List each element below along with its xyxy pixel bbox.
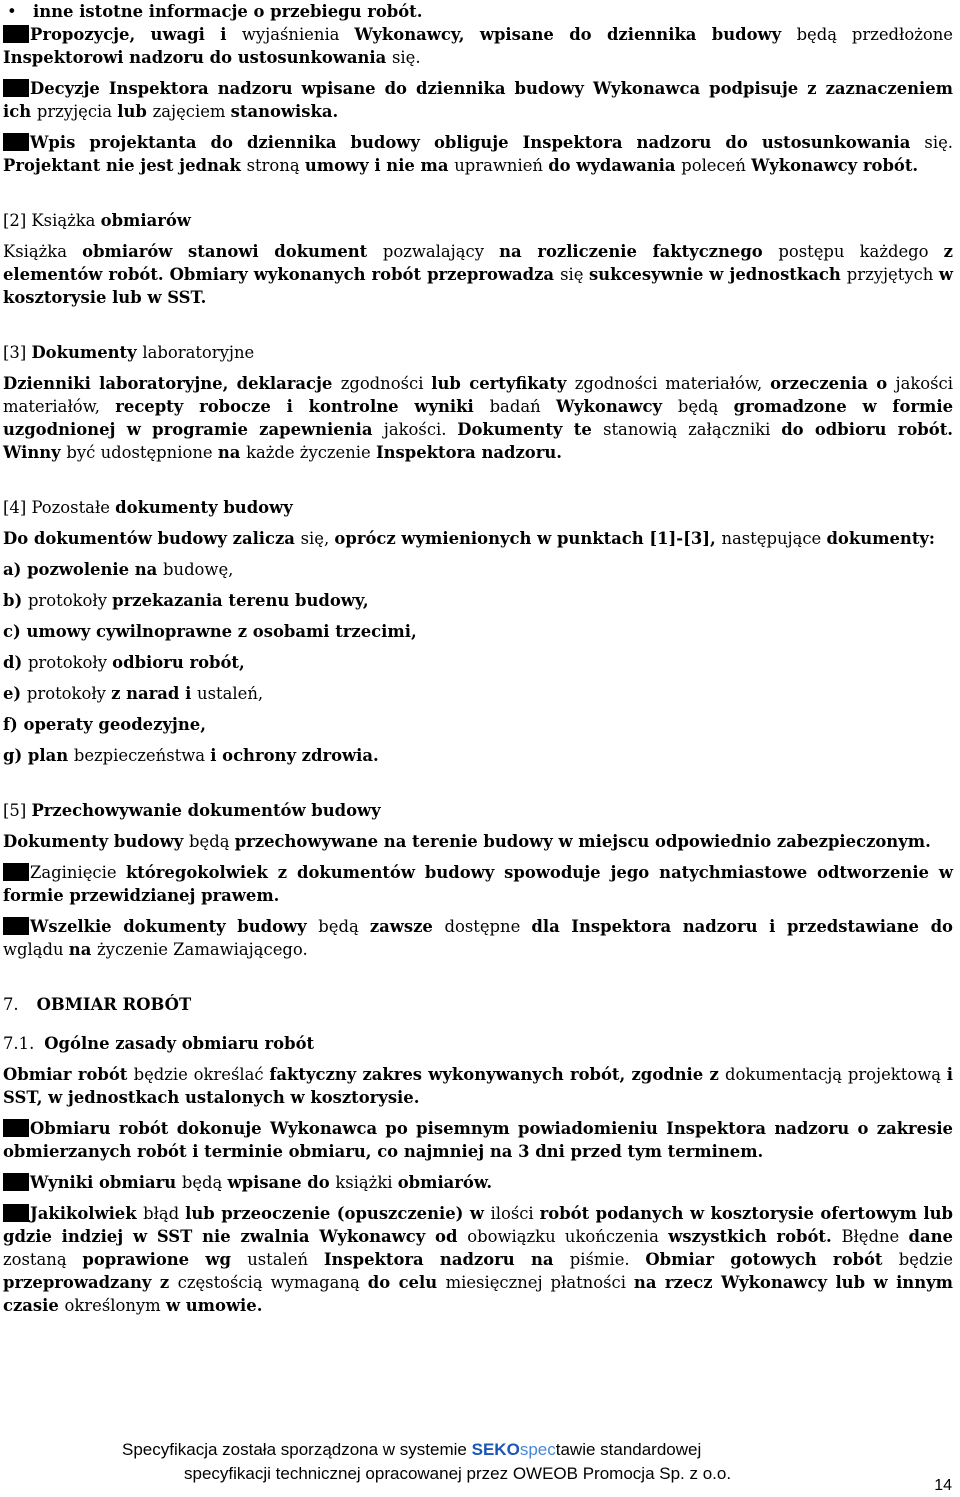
section-4-heading: [3, 496, 953, 519]
bullet-item: [3, 0, 953, 23]
text-run: przyjęcia: [36, 102, 118, 121]
square-bullet-icon: [3, 917, 29, 935]
intro-paragraph-1: [3, 23, 953, 69]
text-run: dokumenty:: [826, 529, 935, 548]
text-run: w umowie.: [165, 1296, 263, 1315]
text-run: Wszelkie dokumenty budowy: [30, 917, 319, 936]
text-run: będą: [189, 832, 235, 851]
text-run: miesięcznej płatności: [445, 1273, 634, 1292]
text-run: częstością wymaganą: [177, 1273, 368, 1292]
text-run: lub przeoczenie (opuszczenie) w: [185, 1204, 491, 1223]
text-run: Wykonawcy: [555, 397, 678, 416]
text-run: stroną: [246, 156, 305, 175]
text-run: przekazania terenu budowy,: [112, 591, 369, 610]
square-bullet-icon: [3, 133, 29, 151]
text-run: Obmiar gotowych robót: [645, 1250, 899, 1269]
spec-logo-text: spec: [519, 1440, 556, 1459]
text-run: następujące: [721, 529, 827, 548]
text-run: stanowiska.: [230, 102, 339, 121]
text-run: do wydawania: [548, 156, 682, 175]
text-run: życzenie Zamawiającego.: [97, 940, 308, 959]
text-run: być udostępnione: [66, 443, 218, 462]
text-run: każde życzenie: [246, 443, 376, 462]
text-run: się: [560, 265, 589, 284]
square-bullet-icon: [3, 863, 29, 881]
chapter-7-paragraph-2: [3, 1117, 953, 1163]
text-run: obmiarów stanowi dokument: [82, 242, 383, 261]
text-run: Błędne: [841, 1227, 909, 1246]
text-run: oprócz wymienionych w punktach [1]-[3],: [334, 529, 722, 548]
text-run: Inspektora nadzoru na: [323, 1250, 570, 1269]
text-run: zajęciem: [152, 102, 231, 121]
chapter-7-paragraph-1: [3, 1063, 953, 1109]
subsection-7-1-heading: [3, 1032, 953, 1055]
text-run: ustaleń: [247, 1250, 324, 1269]
text-run: orzeczenia o: [770, 374, 896, 393]
text-run: Książka: [3, 242, 83, 261]
text-run: będą: [677, 397, 734, 416]
section-5-paragraph-1: [3, 830, 953, 853]
text-run: i SST, w jednostkach ustalonych w kosztorysie.: [3, 1065, 953, 1107]
square-bullet-icon: [3, 79, 29, 97]
text-run: określonym: [64, 1296, 166, 1315]
text-run: wpisane do: [227, 1173, 336, 1192]
text-run: na rozliczenie faktycznego: [499, 242, 779, 261]
text-run: w kosztorysie lub w SST.: [3, 265, 953, 307]
text-run: f) operaty geodezyjne,: [3, 715, 206, 734]
text-run: będzie określać: [133, 1065, 270, 1084]
text-run: zostaną: [3, 1250, 83, 1269]
chapter-number: 7.: [3, 995, 19, 1014]
text-run: dla Inspektora nadzoru i przedstawiane do: [531, 917, 953, 936]
section-5-paragraph-3: [3, 915, 953, 961]
text-run: robót podanych w kosztorysie ofertowym lub gdzie indziej w SST nie zwalnia Wykonawcy od: [3, 1204, 953, 1246]
page-number: 14: [934, 1477, 952, 1494]
list-item: [3, 744, 953, 767]
text-run: Dokumenty: [31, 343, 143, 362]
text-run: Dokumenty budowy: [3, 832, 190, 851]
section-2-heading: [3, 209, 953, 232]
text-run: laboratoryjne: [142, 343, 255, 362]
subsection-number: 7.1.: [3, 1034, 35, 1053]
text-run: lub: [117, 102, 153, 121]
text-run: bezpieczeństwa: [73, 746, 211, 765]
section-5-heading: [3, 799, 953, 822]
text-run: zgodności: [340, 374, 432, 393]
text-run: do odbioru robót. Winny: [3, 420, 953, 462]
text-run: [5]: [3, 801, 32, 820]
text-run: dokumentacją projektową: [725, 1065, 947, 1084]
text-run: [2] Książka: [3, 211, 101, 230]
footer-line-1: [122, 1438, 701, 1462]
text-run: [3]: [3, 343, 32, 362]
text-run: protokoły: [27, 591, 113, 610]
text-run: gromadzone w formie uzgodnionej w programie zapewnienia: [3, 397, 954, 439]
text-run: g) plan: [3, 746, 74, 765]
text-run: ustaleń,: [197, 684, 264, 703]
text-run: przeprowadzany z: [3, 1273, 178, 1292]
text-run: stanowią załączniki: [603, 420, 782, 439]
section-4-paragraph: [3, 527, 953, 550]
text-run: Wpis projektanta do dziennika budowy obliguje Inspektora nadzoru do ustosunkowania: [30, 133, 925, 152]
text-run: Obmiaru robót dokonuje Wykonawca po pisemnym powiadomieniu Inspektora nadzoru o zakresie obmierzanych robót i terminie obmiaru, co najmniej na 3 dni przed tym terminem.: [3, 1119, 953, 1161]
intro-paragraph-2: [3, 77, 953, 123]
text-run: [4]: [3, 498, 32, 517]
text-run: Inspektora nadzoru.: [375, 443, 562, 462]
text-run: dokumenty budowy: [115, 498, 293, 517]
documents-list: [3, 558, 953, 767]
text-run: będą: [318, 917, 370, 936]
square-bullet-icon: [3, 25, 29, 43]
text-run: Jakikolwiek: [30, 1204, 144, 1223]
text-run: uprawnień: [454, 156, 549, 175]
list-item: [3, 651, 953, 674]
text-run: faktyczny zakres wykonywanych robót, zgodnie z: [269, 1065, 726, 1084]
text-run: z narad i: [111, 684, 198, 703]
square-bullet-icon: [3, 1204, 29, 1222]
text-run: pozwalający: [382, 242, 500, 261]
text-run: przyjętych: [846, 265, 939, 284]
text-run: Zaginięcie: [30, 863, 126, 882]
seko-logo-text: SEKO: [471, 1440, 520, 1459]
subsection-title: Ogólne zasady obmiaru robót: [44, 1034, 315, 1053]
text-run: protokoły: [26, 684, 112, 703]
text-run: do celu: [367, 1273, 446, 1292]
text-run: wszystkich robót.: [668, 1227, 842, 1246]
text-run: Wyniki obmiaru: [30, 1173, 182, 1192]
list-item: [3, 620, 953, 643]
square-bullet-icon: [3, 1173, 29, 1191]
text-run: poleceń: [681, 156, 752, 175]
list-item: [3, 682, 953, 705]
text-run: Propozycje, uwagi i: [30, 25, 242, 44]
text-run: na: [68, 940, 98, 959]
text-run: wyjaśnienia: [241, 25, 355, 44]
text-run: zawsze: [369, 917, 445, 936]
list-item: [3, 558, 953, 581]
text-run: błąd: [143, 1204, 186, 1223]
text-run: budowę,: [163, 560, 234, 579]
text-run: Obmiar robót: [3, 1065, 134, 1084]
text-run: protokoły: [27, 653, 113, 672]
text-run: sukcesywnie w jednostkach: [588, 265, 847, 284]
text-run: Wykonawcy robót.: [751, 156, 919, 175]
text-run: będą: [181, 1173, 228, 1192]
bullet-text: inne istotne informacje o przebiegu robót.: [33, 2, 423, 21]
chapter-title: OBMIAR ROBÓT: [36, 995, 192, 1014]
document-page: [3, 0, 953, 1317]
intro-paragraph-3: [3, 131, 953, 177]
text-run: któregokolwiek z dokumentów budowy spowoduje jego natychmiastowe odtworzenie w formie przewidzianej prawem.: [3, 863, 954, 905]
footer-line-2: specyfikacji technicznej opracowanej przez OWEOB Promocja Sp. z o.o.: [184, 1464, 732, 1483]
text-run: badań: [489, 397, 556, 416]
bullet-dot-icon: •: [7, 2, 17, 21]
text-run: Pozostałe: [31, 498, 116, 517]
text-run: jakości materiałów,: [3, 374, 953, 416]
text-run: c) umowy cywilnoprawne z osobami trzecimi,: [3, 622, 417, 641]
text-run: recepty robocze i kontrolne wyniki: [115, 397, 490, 416]
text-run: ilości: [490, 1204, 540, 1223]
text-run: i ochrony zdrowia.: [210, 746, 379, 765]
text-run: wglądu: [3, 940, 69, 959]
text-run: z elementów robót. Obmiary wykonanych robót przeprowadza: [3, 242, 953, 284]
text-run: odbioru robót,: [112, 653, 245, 672]
square-bullet-icon: [3, 1119, 29, 1137]
text-run: obmiarów: [100, 211, 191, 230]
text-run: obowiązku ukończenia: [467, 1227, 669, 1246]
text-run: e): [3, 684, 27, 703]
list-item: [3, 589, 953, 612]
chapter-7-heading: [3, 993, 953, 1016]
text-run: lub certyfikaty: [431, 374, 575, 393]
text-run: Dzienniki laboratoryjne, deklaracje: [3, 374, 341, 393]
text-run: dostępne: [444, 917, 532, 936]
text-run: Inspektorowi nadzoru do ustosunkowania: [3, 48, 392, 67]
text-run: umowy i nie ma: [304, 156, 455, 175]
text-run: obmiarów.: [397, 1173, 493, 1192]
chapter-7-paragraph-4: [3, 1202, 953, 1317]
text-run: postępu każdego: [778, 242, 944, 261]
text-run: b): [3, 591, 28, 610]
text-run: książki: [335, 1173, 398, 1192]
text-run: się.: [924, 133, 953, 152]
text-run: na rzecz Wykonawcy lub w innym czasie: [3, 1273, 953, 1315]
text-run: Przechowywanie dokumentów budowy: [31, 801, 381, 820]
text-run: dane: [908, 1227, 953, 1246]
text-run: będzie: [898, 1250, 953, 1269]
text-run: d): [3, 653, 28, 672]
section-5-paragraph-2: [3, 861, 953, 907]
text-run: jakości.: [383, 420, 458, 439]
text-run: Dokumenty te: [457, 420, 604, 439]
text-run: Wykonawcy, wpisane do dziennika budowy: [354, 25, 797, 44]
text-run: będą przedłożone: [796, 25, 953, 44]
text-run: na: [217, 443, 247, 462]
section-3-heading: [3, 341, 953, 364]
text-run: a) pozwolenie na: [3, 560, 164, 579]
text-run: Decyzje Inspektora nadzoru wpisane do dziennika budowy Wykonawca podpisuje z zaznaczeniem ich: [3, 79, 953, 121]
chapter-7-paragraph-3: [3, 1171, 953, 1194]
text-run: zgodności materiałów,: [574, 374, 771, 393]
list-item: [3, 713, 953, 736]
text-run: piśmie.: [569, 1250, 646, 1269]
text-run: Do dokumentów budowy zalicza: [3, 529, 301, 548]
section-2-paragraph: [3, 240, 953, 309]
text-run: przechowywane na terenie budowy w miejscu odpowiednio zabezpieczonym.: [234, 832, 931, 851]
text-run: się,: [300, 529, 335, 548]
text-run: poprawione wg: [82, 1250, 248, 1269]
footer-text-b: tawie standardowej: [555, 1440, 702, 1459]
text-run: się.: [391, 48, 421, 67]
footer-text-a: Specyfikacja została sporządzona w systemie: [122, 1440, 467, 1459]
text-run: Projektant nie jest jednak: [3, 156, 247, 175]
section-3-paragraph: [3, 372, 953, 464]
